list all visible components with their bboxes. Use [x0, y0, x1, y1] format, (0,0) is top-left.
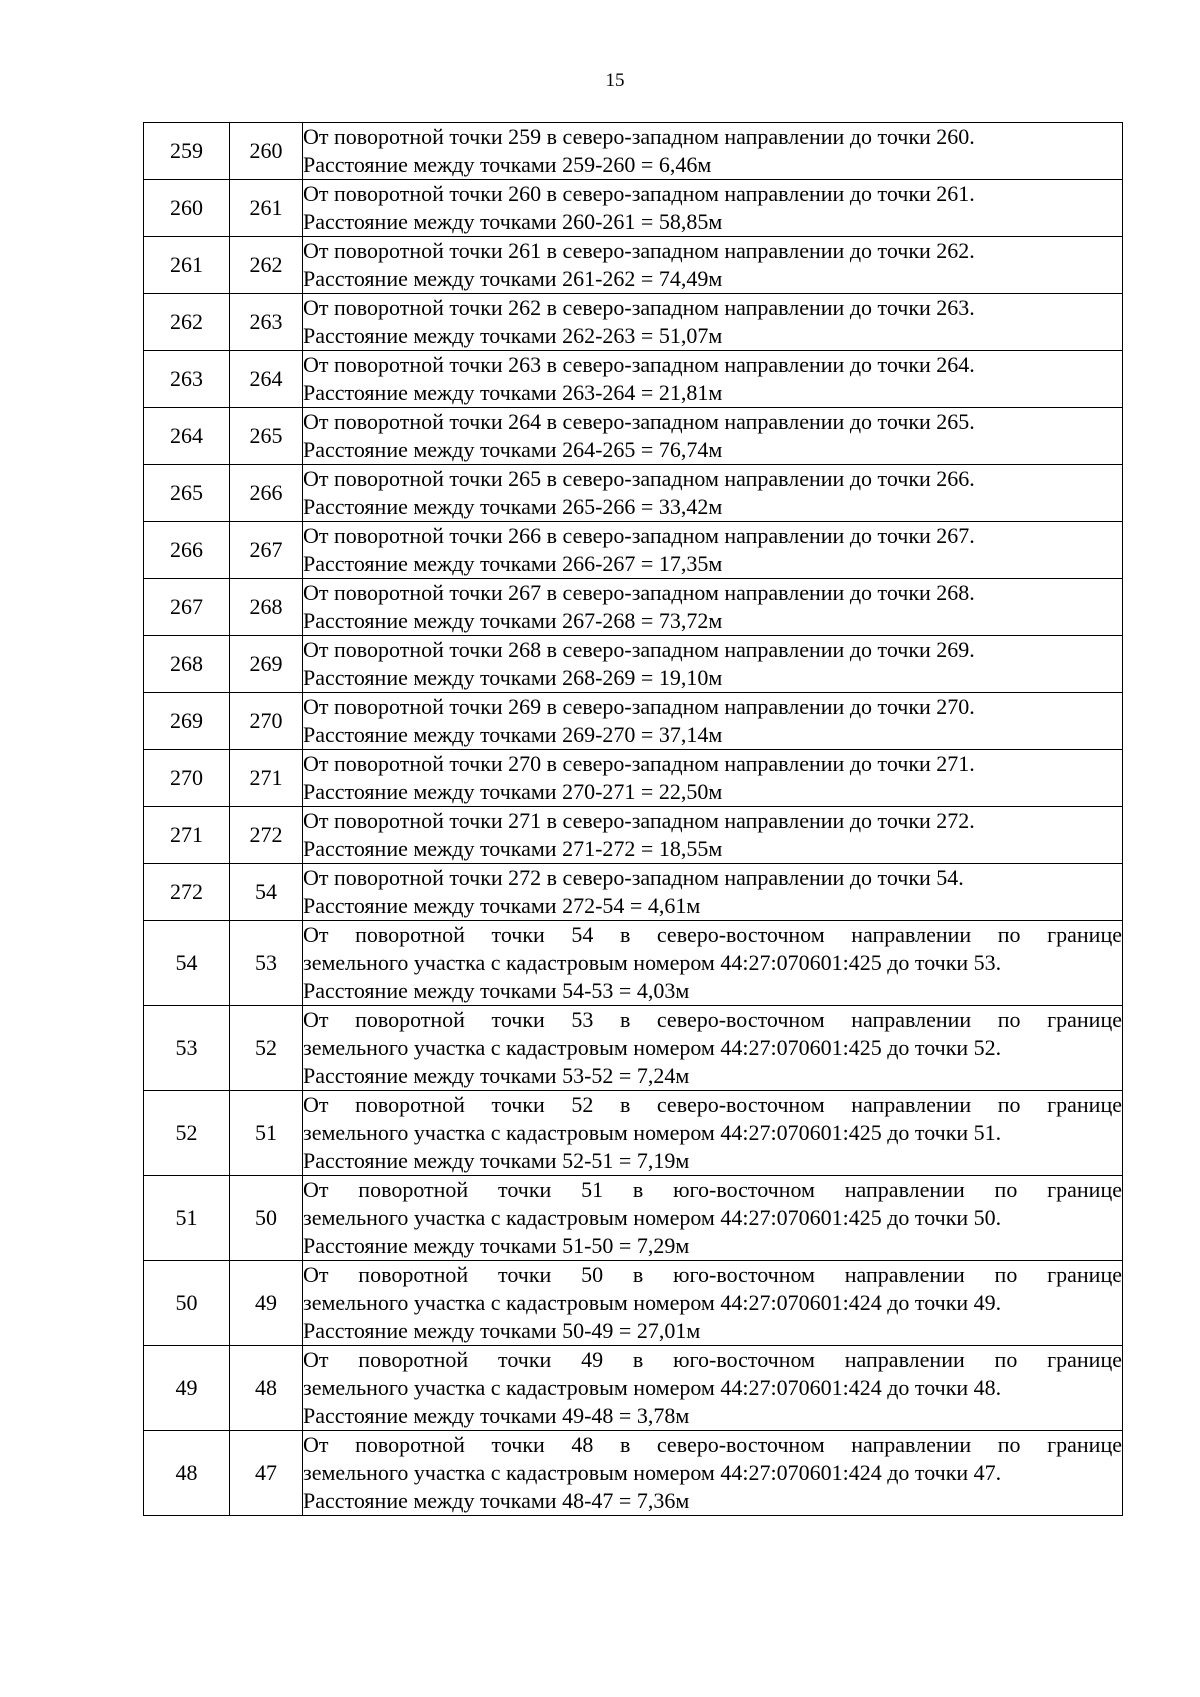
to-point-cell: 50: [230, 1176, 303, 1261]
description-line: От поворотной точки 266 в северо-западном направлении до точки 267.: [303, 523, 975, 548]
description-line: Расстояние между точками 272-54 = 4,61м: [303, 893, 701, 918]
page-number: 15: [605, 70, 625, 91]
table-row: [144, 123, 1123, 180]
description-cell: [303, 351, 1123, 408]
description-line: Расстояние между точками 264-265 = 76,74м: [303, 437, 723, 462]
to-point-cell: 261: [230, 180, 303, 237]
table-row: [144, 465, 1123, 522]
table-row: [144, 636, 1123, 693]
table-row: [144, 408, 1123, 465]
table-row: [144, 864, 1123, 921]
description-cell: [303, 693, 1123, 750]
table-body: [144, 123, 1123, 1516]
from-point-cell: 270: [144, 750, 230, 807]
table-row: [144, 294, 1123, 351]
from-point-cell: 266: [144, 522, 230, 579]
description-cell: [303, 294, 1123, 351]
description-line: Расстояние между точками 49-48 = 3,78м: [303, 1403, 690, 1428]
description-line: От поворотной точки 260 в северо-западном направлении до точки 261.: [303, 181, 975, 206]
description-line: От поворотной точки 262 в северо-западном направлении до точки 263.: [303, 295, 975, 320]
description-line: земельного участка с кадастровым номером 44:27:070601:424 до точки 47.: [303, 1460, 1002, 1485]
description-line: Расстояние между точками 271-272 = 18,55м: [303, 836, 723, 861]
description-cell: [303, 864, 1123, 921]
to-point-cell: 48: [230, 1346, 303, 1431]
description-cell: [303, 522, 1123, 579]
description-cell: [303, 180, 1123, 237]
description-line: От поворотной точки 54 в северо-восточном направлении по границе: [303, 922, 1122, 947]
from-point-cell: 271: [144, 807, 230, 864]
boundary-description-table: [143, 122, 1123, 1516]
to-point-cell: 269: [230, 636, 303, 693]
from-point-cell: 52: [144, 1091, 230, 1176]
from-point-cell: 49: [144, 1346, 230, 1431]
to-point-cell: 49: [230, 1261, 303, 1346]
table-row: [144, 351, 1123, 408]
description-line: Расстояние между точками 50-49 = 27,01м: [303, 1318, 701, 1343]
description-line: Расстояние между точками 268-269 = 19,10м: [303, 665, 723, 690]
description-line: От поворотной точки 259 в северо-западном направлении до точки 260.: [303, 124, 975, 149]
description-line: земельного участка с кадастровым номером 44:27:070601:424 до точки 48.: [303, 1375, 1002, 1400]
description-line: земельного участка с кадастровым номером 44:27:070601:424 до точки 49.: [303, 1290, 1002, 1315]
description-line: Расстояние между точками 52-51 = 7,19м: [303, 1148, 690, 1173]
description-line: земельного участка с кадастровым номером 44:27:070601:425 до точки 50.: [303, 1205, 1002, 1230]
description-line: Расстояние между точками 266-267 = 17,35м: [303, 551, 723, 576]
description-line: От поворотной точки 261 в северо-западном направлении до точки 262.: [303, 238, 975, 263]
description-cell: [303, 807, 1123, 864]
description-cell: [303, 579, 1123, 636]
table-row: [144, 921, 1123, 1006]
from-point-cell: 268: [144, 636, 230, 693]
to-point-cell: 52: [230, 1006, 303, 1091]
from-point-cell: 260: [144, 180, 230, 237]
from-point-cell: 272: [144, 864, 230, 921]
description-line: От поворотной точки 263 в северо-западном направлении до точки 264.: [303, 352, 975, 377]
description-line: Расстояние между точками 263-264 = 21,81м: [303, 380, 723, 405]
description-line: От поворотной точки 48 в северо-восточном направлении по границе: [303, 1432, 1122, 1457]
description-cell: [303, 465, 1123, 522]
description-cell: [303, 1346, 1123, 1431]
description-line: Расстояние между точками 48-47 = 7,36м: [303, 1488, 690, 1513]
description-line: Расстояние между точками 260-261 = 58,85м: [303, 209, 723, 234]
description-line: От поворотной точки 52 в северо-восточном направлении по границе: [303, 1092, 1122, 1117]
table-row: [144, 579, 1123, 636]
from-point-cell: 265: [144, 465, 230, 522]
description-line: Расстояние между точками 53-52 = 7,24м: [303, 1063, 690, 1088]
to-point-cell: 54: [230, 864, 303, 921]
description-line: Расстояние между точками 54-53 = 4,03м: [303, 978, 690, 1003]
table-row: [144, 522, 1123, 579]
to-point-cell: 260: [230, 123, 303, 180]
to-point-cell: 262: [230, 237, 303, 294]
description-cell: [303, 1431, 1123, 1516]
description-cell: [303, 237, 1123, 294]
description-line: Расстояние между точками 261-262 = 74,49м: [303, 266, 723, 291]
from-point-cell: 54: [144, 921, 230, 1006]
description-line: Расстояние между точками 265-266 = 33,42м: [303, 494, 723, 519]
to-point-cell: 266: [230, 465, 303, 522]
description-line: От поворотной точки 51 в юго-восточном направлении по границе: [303, 1177, 1122, 1202]
description-cell: [303, 1006, 1123, 1091]
table-row: [144, 1346, 1123, 1431]
from-point-cell: 267: [144, 579, 230, 636]
description-line: Расстояние между точками 262-263 = 51,07м: [303, 323, 723, 348]
description-line: От поворотной точки 53 в северо-восточном направлении по границе: [303, 1007, 1122, 1032]
table-row: [144, 180, 1123, 237]
from-point-cell: 51: [144, 1176, 230, 1261]
to-point-cell: 264: [230, 351, 303, 408]
to-point-cell: 270: [230, 693, 303, 750]
from-point-cell: 261: [144, 237, 230, 294]
table-row: [144, 1261, 1123, 1346]
description-cell: [303, 921, 1123, 1006]
description-line: Расстояние между точками 259-260 = 6,46м: [303, 152, 712, 177]
table-row: [144, 693, 1123, 750]
to-point-cell: 51: [230, 1091, 303, 1176]
from-point-cell: 262: [144, 294, 230, 351]
to-point-cell: 53: [230, 921, 303, 1006]
from-point-cell: 263: [144, 351, 230, 408]
description-line: От поворотной точки 272 в северо-западном направлении до точки 54.: [303, 865, 964, 890]
description-line: От поворотной точки 49 в юго-восточном направлении по границе: [303, 1347, 1122, 1372]
description-line: Расстояние между точками 270-271 = 22,50м: [303, 779, 723, 804]
description-line: Расстояние между точками 51-50 = 7,29м: [303, 1233, 690, 1258]
to-point-cell: 263: [230, 294, 303, 351]
description-line: От поворотной точки 50 в юго-восточном направлении по границе: [303, 1262, 1122, 1287]
from-point-cell: 53: [144, 1006, 230, 1091]
from-point-cell: 269: [144, 693, 230, 750]
description-line: От поворотной точки 269 в северо-западном направлении до точки 270.: [303, 694, 975, 719]
table-row: [144, 237, 1123, 294]
description-line: земельного участка с кадастровым номером 44:27:070601:425 до точки 53.: [303, 950, 1002, 975]
description-cell: [303, 123, 1123, 180]
description-cell: [303, 1176, 1123, 1261]
description-line: От поворотной точки 267 в северо-западном направлении до точки 268.: [303, 580, 975, 605]
table-row: [144, 807, 1123, 864]
description-line: От поворотной точки 265 в северо-западном направлении до точки 266.: [303, 466, 975, 491]
description-cell: [303, 1091, 1123, 1176]
table-row: [144, 1006, 1123, 1091]
table-row: [144, 1176, 1123, 1261]
to-point-cell: 271: [230, 750, 303, 807]
description-cell: [303, 636, 1123, 693]
description-line: Расстояние между точками 269-270 = 37,14м: [303, 722, 723, 747]
from-point-cell: 48: [144, 1431, 230, 1516]
description-cell: [303, 1261, 1123, 1346]
description-cell: [303, 750, 1123, 807]
description-line: От поворотной точки 268 в северо-западном направлении до точки 269.: [303, 637, 975, 662]
description-line: земельного участка с кадастровым номером 44:27:070601:425 до точки 52.: [303, 1035, 1002, 1060]
description-line: От поворотной точки 270 в северо-западном направлении до точки 271.: [303, 751, 975, 776]
description-line: От поворотной точки 264 в северо-западном направлении до точки 265.: [303, 409, 975, 434]
description-line: От поворотной точки 271 в северо-западном направлении до точки 272.: [303, 808, 975, 833]
from-point-cell: 259: [144, 123, 230, 180]
description-line: Расстояние между точками 267-268 = 73,72м: [303, 608, 723, 633]
table-row: [144, 750, 1123, 807]
from-point-cell: 50: [144, 1261, 230, 1346]
to-point-cell: 267: [230, 522, 303, 579]
to-point-cell: 265: [230, 408, 303, 465]
table-row: [144, 1091, 1123, 1176]
description-line: земельного участка с кадастровым номером 44:27:070601:425 до точки 51.: [303, 1120, 1002, 1145]
to-point-cell: 47: [230, 1431, 303, 1516]
description-cell: [303, 408, 1123, 465]
from-point-cell: 264: [144, 408, 230, 465]
to-point-cell: 272: [230, 807, 303, 864]
table-row: [144, 1431, 1123, 1516]
to-point-cell: 268: [230, 579, 303, 636]
